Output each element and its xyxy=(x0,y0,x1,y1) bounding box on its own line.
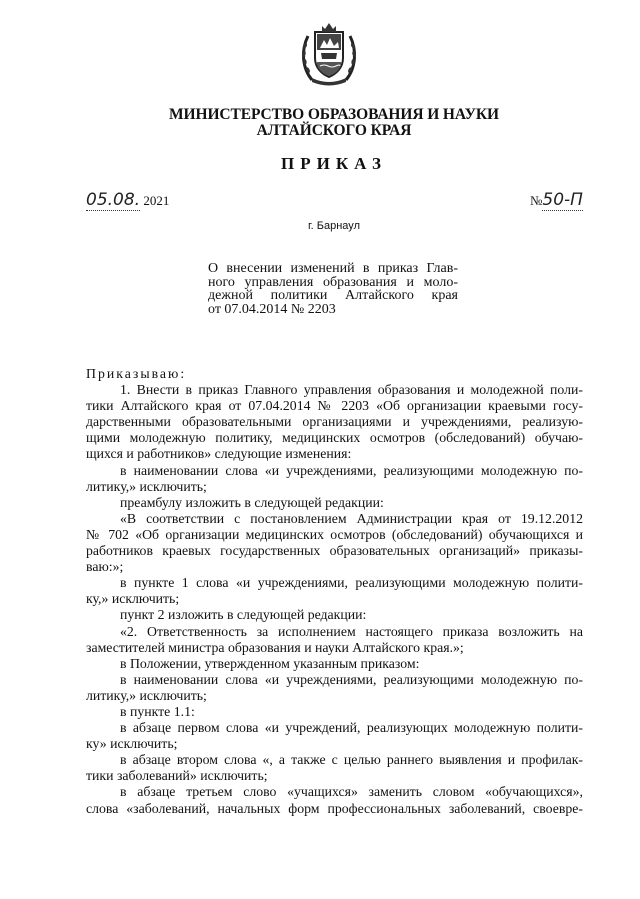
ministry-line-2: АЛТАЙСКОГО КРАЯ xyxy=(256,122,412,139)
document-type-title: ПРИКАЗ xyxy=(281,154,387,173)
body-line: преамбулу изложить в следующей редакции: xyxy=(120,494,384,510)
ministry-name xyxy=(0,107,640,139)
body-line: ку» исключить; xyxy=(86,736,178,752)
body-line: литику,» исключить; xyxy=(86,687,207,703)
order-number xyxy=(530,190,583,210)
body-line: в наименовании слова «и учреждениями, реализующими молодежную по- xyxy=(120,671,583,687)
body-line: 1. Внести в приказ Главного управления образования и молодежной поли- xyxy=(120,382,583,398)
handwritten-date: 05.08. xyxy=(86,190,141,210)
body-line: в Положении, утвержденном указанным приказом: xyxy=(120,655,420,671)
body-line: «В соответствии с постановлением Администрации края от 19.12.2012 xyxy=(120,510,583,526)
body-line-order-word: Приказываю: xyxy=(86,366,187,381)
body-line: в абзаце первом слова «и учреждений, реализующих молодежную полити- xyxy=(120,720,583,736)
subject-line-2: ного управления образования и моло- xyxy=(208,274,458,290)
handwritten-number: 50-П xyxy=(542,190,583,210)
body-line: в пункте 1.1: xyxy=(120,703,195,719)
order-subject xyxy=(208,262,458,316)
altai-coat-of-arms-emblem xyxy=(298,20,360,86)
body-line: заместителей министра образования и науки Алтайского края.»; xyxy=(86,639,464,655)
subject-line-3: дежной политики Алтайского края xyxy=(208,288,458,303)
body-line: ваю:»; xyxy=(86,559,124,575)
body-line: тики Алтайского края от 07.04.2014 № 2203 «Об организации краевыми госу- xyxy=(86,398,583,414)
body-line: в пункте 1 слова «и учреждениями, реализующими молодежную полити- xyxy=(120,575,583,591)
body-line: работников краевых государственных образовательных организаций» приказы- xyxy=(86,543,583,559)
body-line: «2. Ответственность за исполнением настоящего приказа возложить на xyxy=(120,623,583,639)
number-sign: № xyxy=(530,193,543,208)
order-year: 2021 xyxy=(143,193,170,208)
body-line: в абзаце втором слова «, а также с целью раннего выявления и профилак- xyxy=(120,752,583,768)
body-line: № 702 «Об организации медицинских осмотров (обследований) обучающихся и xyxy=(86,526,583,542)
subject-line-1: О внесении изменений в приказ Глав- xyxy=(208,261,458,276)
body-line: в абзаце третьем слово «учащихся» заменить словом «обучающихся», xyxy=(120,784,583,800)
body-line: литику,» исключить; xyxy=(86,478,207,494)
body-line: пункт 2 изложить в следующей редакции: xyxy=(120,607,367,623)
order-body xyxy=(86,366,583,817)
ministry-line-1: МИНИСТЕРСТВО ОБРАЗОВАНИЯ И НАУКИ xyxy=(169,106,499,123)
body-line: слова «заболеваний, начальных форм профессиональных заболеваний, своевре- xyxy=(86,800,583,816)
city-name: г. Барнаул xyxy=(308,220,360,232)
body-line: тики заболеваний» исключить; xyxy=(86,768,268,784)
body-line: щими молодежную политику, медицинских осмотров (обследований) обучаю- xyxy=(86,430,583,446)
body-line: ку,» исключить; xyxy=(86,591,180,607)
body-line: дарственными образовательными организациями и учреждениями, реализую- xyxy=(86,414,583,430)
body-line: щихся и работников» следующие изменения: xyxy=(86,446,352,462)
body-line: в наименовании слова «и учреждениями, реализующими молодежную по- xyxy=(120,462,583,478)
subject-line-4: от 07.04.2014 № 2203 xyxy=(208,301,336,317)
order-date xyxy=(86,190,169,210)
